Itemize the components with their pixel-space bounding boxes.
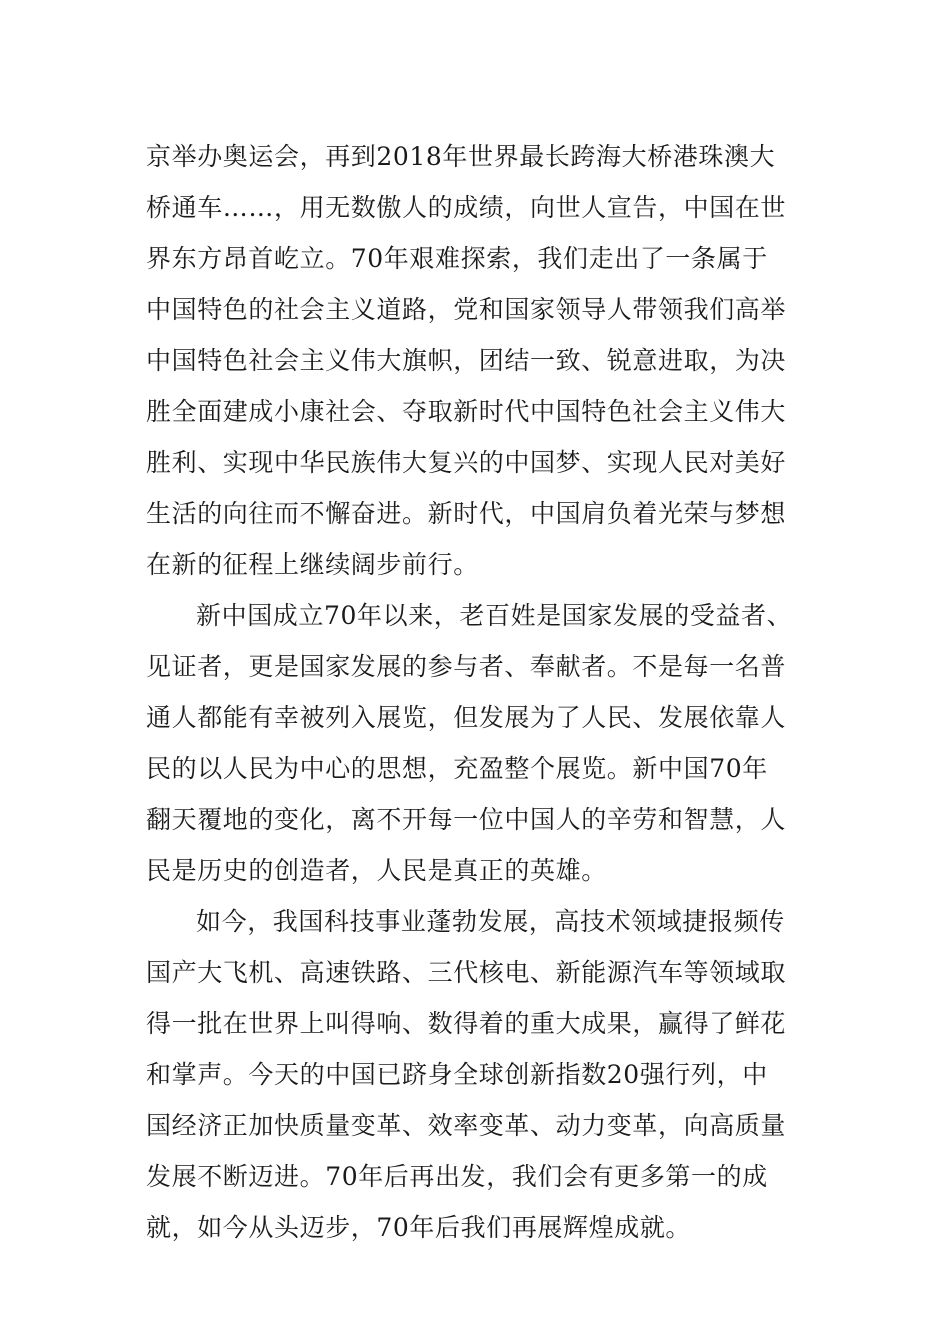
text-line: 民是历史的创造者，人民是真正的英雄。 (146, 856, 607, 885)
text-line: 翻天覆地的变化，离不开每一位中国人的辛劳和智慧，人 (146, 805, 787, 834)
text-line: 得一批在世界上叫得响、数得着的重大成果，赢得了鲜花 (146, 1009, 787, 1038)
text-line: 就，如今从头迈步，70年后我们再展辉煌成就。 (146, 1213, 692, 1242)
paragraph-2 (146, 590, 793, 896)
text-line: 京举办奥运会，再到2018年世界最长跨海大桥港珠澳大 (146, 142, 776, 171)
paragraph-3 (146, 896, 786, 1253)
text-line: 桥通车……，用无数傲人的成绩，向世人宣告，中国在世 (146, 193, 787, 222)
text-line: 发展不断迈进。70年后再出发，我们会有更多第一的成 (146, 1162, 768, 1191)
body-text (146, 131, 793, 1253)
text-line: 在新的征程上继续阔步前行。 (146, 550, 479, 579)
text-line: 中国特色社会主义伟大旗帜，团结一致、锐意进取，为决 (146, 346, 787, 375)
text-line: 界东方昂首屹立。70年艰难探索，我们走出了一条属于 (146, 244, 768, 273)
text-line: 和掌声。今天的中国已跻身全球创新指数20强行列，中 (146, 1060, 768, 1089)
text-line: 生活的向往而不懈奋进。新时代，中国肩负着光荣与梦想 (146, 499, 787, 528)
text-line: 国产大飞机、高速铁路、三代核电、新能源汽车等领域取 (146, 958, 787, 987)
text-line: 通人都能有幸被列入展览，但发展为了人民、发展依靠人 (146, 703, 787, 732)
text-line: 胜利、实现中华民族伟大复兴的中国梦、实现人民对美好 (146, 448, 787, 477)
text-line: 见证者，更是国家发展的参与者、奉献者。不是每一名普 (146, 652, 787, 681)
text-line: 新中国成立70年以来，老百姓是国家发展的受益者、 (196, 601, 793, 630)
text-line: 如今，我国科技事业蓬勃发展，高技术领域捷报频传 (196, 907, 785, 936)
paragraph-1 (146, 131, 786, 590)
text-line: 国经济正加快质量变革、效率变革、动力变革，向高质量 (146, 1111, 787, 1140)
text-line: 胜全面建成小康社会、夺取新时代中国特色社会主义伟大 (146, 397, 787, 426)
text-line: 民的以人民为中心的思想，充盈整个展览。新中国70年 (146, 754, 768, 783)
text-line: 中国特色的社会主义道路，党和国家领导人带领我们高举 (146, 295, 787, 324)
